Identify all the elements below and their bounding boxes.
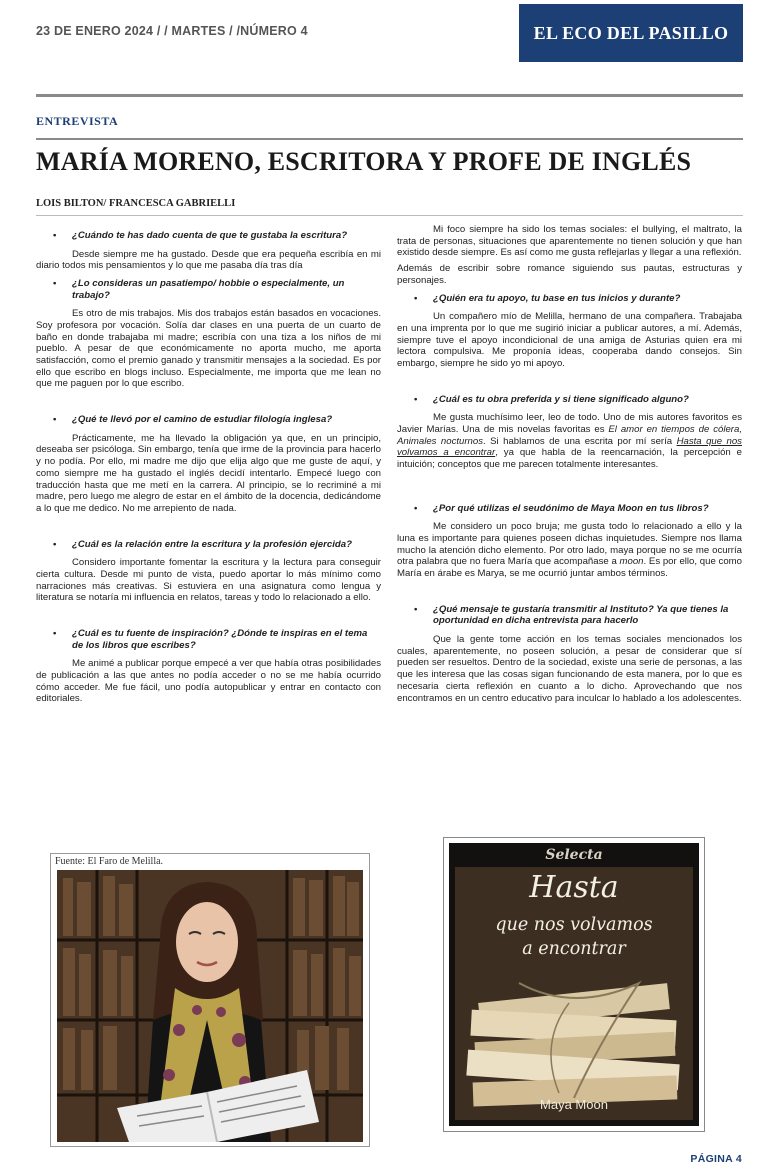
question (36, 414, 381, 426)
book-title-line: a encontrar (522, 939, 626, 959)
bullet-icon: • (53, 414, 57, 426)
book-author: Maya Moon (540, 1097, 608, 1112)
book-reference: Hasta que nos volvamos a encontrar (397, 435, 742, 459)
question (36, 230, 381, 242)
bullet-icon: • (53, 628, 57, 640)
answer-text: . Si hablamos de una escrita por mí sería (483, 435, 677, 447)
question (397, 293, 742, 305)
portrait-image (57, 870, 363, 1142)
dateline: 23 DE ENERO 2024 / / MARTES / /NÚMERO 4 (36, 24, 308, 38)
question-text: ¿Por qué utilizas el seudónimo de Maya Moon en tus libros? (433, 502, 709, 514)
interview-photo (50, 853, 370, 1147)
emphasis: moon (619, 556, 644, 568)
bullet-icon: • (53, 230, 57, 241)
answer: Es otro de mis trabajos. Mis dos trabajos están basados en vocaciones. Soy profesora por vocación. Solía dar clases en una puerta de un cuarto de baño en donde trabajaba mi madre; escribía con una tiza a los niños de mi pueblo. A pesar de que económicamente no aporta mucho, me aporta satisfacción, como el premio ganado y transmitir mensajes a la sociedad. Es por ello que escribo en blogs incluso. Especialmente, me importa que me lean no que me paguen por lo que escribo. (36, 308, 381, 390)
question-text: ¿Lo consideras un pasatiempo/ hobbie o especialmente, un trabajo? (72, 278, 345, 301)
top-rule (36, 94, 743, 97)
question-text: ¿Quién era tu apoyo, tu base en tus inicios y durante? (433, 292, 681, 304)
byline-rule (36, 215, 743, 216)
question-text: ¿Qué mensaje te gustaría transmitir al Instituto? Ya que tienes la oportunidad en dicha entrevista para hacerlo (433, 603, 729, 627)
question-text: ¿Cuál es la relación entre la escritura y la profesión ejercida? (72, 538, 352, 550)
masthead: EL ECO DEL PASILLO (519, 4, 743, 62)
section-label: ENTREVISTA (36, 114, 119, 128)
question-text: ¿Qué te llevó por el camino de estudiar filología inglesa? (72, 414, 333, 426)
answer: Prácticamente, me ha llevado la obligación ya que, en un principio, deseaba ser psicóloga. Sin embargo, tenía que irme de la provincia para hacerlo y no podía. Por ello, mi madre me dijo que elija algo que me guste de aquí, y como siempre me ha gustado el inglés decidí intentarlo. Empecé luego con traducción hasta que me metí en la carrera. Al principio, se lo recriminé a mi madre, pero luego me alegro de estar en el ámbito de la docencia, dedicándome a lo que me dedico. No me arrepiento de nada. (36, 432, 381, 514)
book-cover (443, 837, 705, 1132)
question (36, 539, 381, 551)
answer-continued: Además de escribir sobre romance siguiendo sus pautas, estructuras y personajes. (397, 263, 742, 286)
page-number: PÁGINA 4 (690, 1153, 742, 1165)
bullet-icon: • (53, 538, 57, 550)
bullet-icon: • (414, 393, 418, 405)
book-title-line: Hasta (529, 870, 619, 905)
question (397, 503, 742, 515)
answer-text: Me considero un poco bruja; me gusta todo lo relacionado a ello y la luna es importante para quienes poseen dichas inquietudes. Siempre nos llama mucho la atención dicho elemento. Por otro lado, maya porque no se me ocurría otra palabra que no fuera María que acompañase a (397, 521, 742, 568)
right-column (397, 224, 742, 708)
headline: MARÍA MORENO, ESCRITORA Y PROFE DE INGLÉS (36, 147, 692, 176)
answer: Que la gente tome acción en los temas sociales mencionados los cuales, aparentemente, no poseen solución, a pesar de considerar que sí pueden ser resueltos. Dentro de la sociedad, existe una serie de personas, a las que les interesa que las cosas sigan funcionando de esta manera, por lo que es necesaria cierta reflexión en cuanto a lo dicho. Aprovechando que nos encontramos en un centro educativo para inculcar lo hablado a los adolescentes. (397, 634, 742, 704)
answer: Considero importante fomentar la escritura y la lectura para conseguir cierta cultura. Desde mi punto de vista, puedo aportar lo más mínimo como narraciones más creativas. Si estuviera en una asignatura como lengua y literatura se notaría mi influencia en relatos, tareas y todo lo relacionado a ello. (36, 557, 381, 604)
question (397, 394, 742, 406)
question (397, 604, 742, 627)
photo-caption: Fuente: El Faro de Melilla. (55, 856, 164, 867)
answer: Desde siempre me ha gustado. Desde que era pequeña escribía en mi diario todos mis pensamientos y lo que me pasaba día tras día (36, 248, 381, 272)
headline-rule (36, 138, 743, 140)
book-publisher: Selecta (545, 847, 603, 863)
book-cover-image (449, 843, 699, 1126)
answer-text: . Es por ello, que como María en árabe es Marya, se me ocurrió juntar ambos términos. (397, 556, 742, 580)
bullet-icon: • (414, 292, 418, 304)
question (36, 628, 381, 651)
left-column (36, 224, 381, 709)
question-text: ¿Cuál es tu obra preferida y si tiene significado alguno? (433, 393, 689, 405)
answer: Un compañero mío de Melilla, hermano de una compañera. Trabajaba en una imprenta por lo que me sugirió iniciar a publicar autores, a mí. Además, siempre tuve el apoyo incondicional de una amiga de Asturias quien era mi lectora compulsiva. Me proponía ideas, cooperaba dando consejos. Sin embargo, siempre he sido yo mi apoyo. (397, 311, 742, 369)
book-title-line: que nos volvamos (495, 915, 653, 935)
answer (397, 521, 742, 580)
book-reference: El amor en tiempos de cólera, Animales nocturnos (397, 423, 742, 447)
portrait-illustration (57, 870, 363, 1142)
answer-text: Me gusta muchísimo leer, leo de todo. Uno de mis autores favoritos es Javier Marías. Una de mis novelas favoritas es (397, 412, 742, 435)
answer: Me animé a publicar porque empecé a ver que había otras posibilidades de publicación a las que antes no podía acceder o no se me había ocurrido cómo acceder. Me fue fácil, uno podía autopublicar y entrar en contacto con editoriales. (36, 658, 381, 705)
answer-continued: Mi foco siempre ha sido los temas sociales: el bullying, el maltrato, la trata de personas, situaciones que aparentemente no tienen solución y que han existido desde siempre. Es así como me gusta reflejarlas y llegar a una reflexión. (397, 224, 742, 259)
question-text: ¿Cuál es tu fuente de inspiración? ¿Dónde te inspiras en el tema de los libros que escribes? (72, 628, 368, 651)
bullet-icon: • (414, 603, 418, 615)
bullet-icon: • (53, 278, 57, 289)
question (36, 278, 381, 301)
bullet-icon: • (414, 502, 418, 514)
answer-text: , ya que habla de la reencarnación, la percepción e intuición; conceptos que me parecen totalmente interesantes. (397, 447, 742, 471)
answer (397, 412, 742, 471)
question-text: ¿Cuándo te has dado cuenta de que te gustaba la escritura? (72, 230, 348, 241)
byline: LOIS BILTON/ FRANCESCA GABRIELLI (36, 198, 236, 209)
